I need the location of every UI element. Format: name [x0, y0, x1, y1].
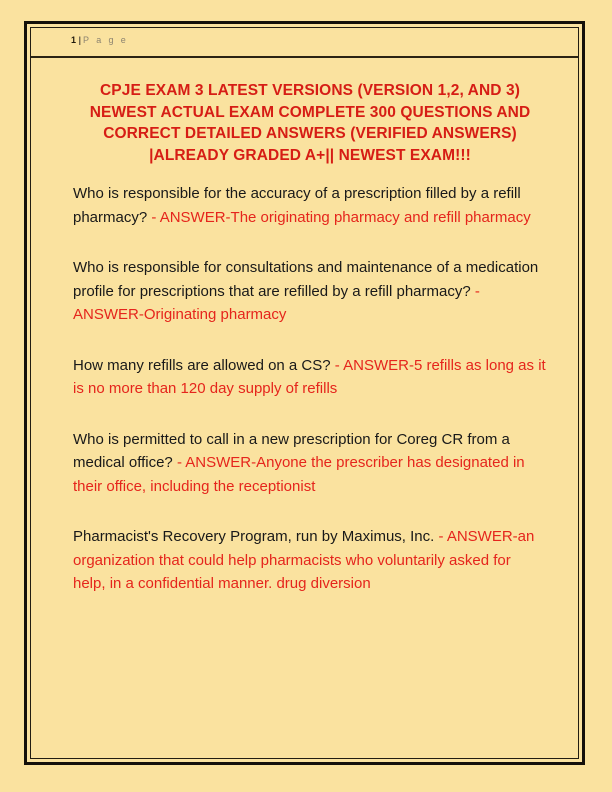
answer-text: - ANSWER-Originating pharmacy [73, 282, 480, 323]
answer-text: - ANSWER-5 refills as long as it is no more than 120 day supply of refills [73, 356, 546, 397]
qa-list [73, 182, 547, 596]
document-page [24, 21, 585, 765]
question-text: Who is responsible for consultations and maintenance of a medication profile for prescriptions that are refilled by a refill pharmacy? [73, 259, 539, 300]
answer-text: - ANSWER-an organization that could help pharmacists who voluntarily asked for help, in a confidential manner. drug diversion [73, 528, 535, 592]
answer-text: - ANSWER-Anyone the prescriber has designated in their office, including the receptionist [73, 454, 525, 495]
page-inner-border [30, 27, 579, 759]
document-body [31, 58, 578, 758]
header-page-number: 1 [71, 35, 77, 45]
qa-entry [73, 354, 547, 401]
page-number-line [71, 34, 578, 46]
qa-entry [73, 182, 547, 229]
qa-entry [73, 525, 547, 596]
header-page-label: P a g e [83, 35, 129, 45]
header-separator: | [78, 35, 82, 45]
question-text: Who is responsible for the accuracy of a prescription filled by a refill pharmacy? [73, 185, 521, 226]
qa-entry [73, 428, 547, 499]
qa-entry [73, 256, 547, 327]
answer-text: - ANSWER-The originating pharmacy and refill pharmacy [151, 208, 531, 226]
page-title: CPJE EXAM 3 LATEST VERSIONS (VERSION 1,2, AND 3) NEWEST ACTUAL EXAM COMPLETE 300 QUESTIONS AND CORRECT DETAILED ANSWERS (VERIFIED ANSWERS) |ALREADY GRADED A+|| NEWEST EXAM!!! [89, 82, 531, 164]
question-text: How many refills are allowed on a CS? [73, 356, 335, 374]
page-header [31, 28, 578, 58]
question-text: Who is permitted to call in a new prescription for Coreg CR from a medical office? [73, 430, 510, 471]
question-text: Pharmacist's Recovery Program, run by Maximus, Inc. [73, 528, 439, 545]
